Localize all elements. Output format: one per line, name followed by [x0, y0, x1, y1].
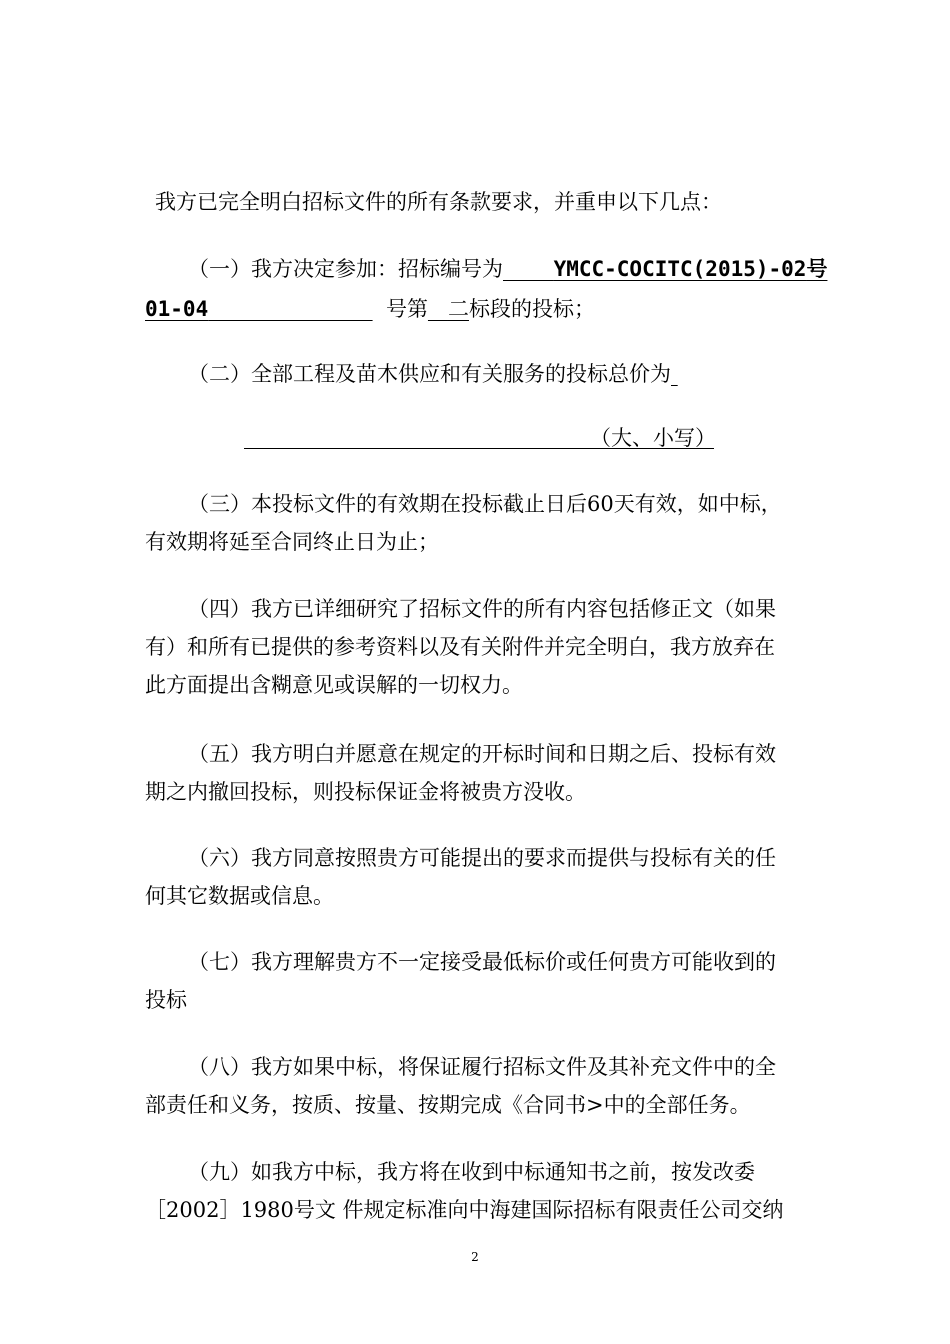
- amount-note: （大、小写）: [590, 426, 716, 450]
- clause-2-line-1: [188, 360, 678, 388]
- clause-5-line-2: 期之内撤回投标，则投标保证金将被贵方没收。: [145, 780, 586, 804]
- clause-1-prefix: （一）我方决定参加：招标编号为: [188, 257, 503, 281]
- clause-1-mid: 号第: [385, 297, 428, 321]
- clause-6-line-1: （六）我方同意按照贵方可能提出的要求而提供与投标有关的任: [188, 846, 776, 870]
- page-number: 2: [471, 1250, 479, 1264]
- tender-code-end-text: 01-04: [145, 297, 209, 321]
- clause-8-line-2: 部责任和义务，按质、按量、按期完成《合同书>中的全部任务。: [145, 1093, 751, 1117]
- intro-paragraph: 我方已完全明白招标文件的所有条款要求，并重申以下几点：: [155, 190, 722, 214]
- section-number: [428, 297, 469, 321]
- tender-code: [503, 257, 827, 281]
- clause-4-line-1: （四）我方已详细研究了招标文件的所有内容包括修正文（如果: [188, 597, 776, 621]
- section-number-text: 二: [447, 297, 469, 321]
- total-price-underline: [244, 448, 714, 449]
- clause-1-suffix: 标段的投标；: [468, 297, 595, 321]
- clause-4-line-2: 有）和所有已提供的参考资料以及有关附件并完全明白，我方放弃在: [145, 635, 775, 659]
- clause-1-line-1: [188, 255, 827, 283]
- clause-2-text: （二）全部工程及苗木供应和有关服务的投标总价为: [188, 362, 671, 386]
- clause-7-line-1: （七）我方理解贵方不一定接受最低标价或任何贵方可能收到的: [188, 950, 776, 974]
- clause-6-line-2: 何其它数据或信息。: [145, 884, 334, 908]
- clause-5-line-1: （五）我方明白并愿意在规定的开标时间和日期之后、投标有效: [188, 742, 776, 766]
- clause-3-line-2: 有效期将延至合同终止日为止；: [145, 530, 439, 554]
- clause-7-line-2: 投标: [145, 988, 187, 1012]
- tender-code-start: YMCC-COCITC(2015)-02: [553, 257, 807, 281]
- clause-9-line-1: （九）如我方中标，我方将在收到中标通知书之前，按发改委: [188, 1160, 755, 1184]
- clause-3-line-1: （三）本投标文件的有效期在投标截止日后60天有效，如中标，: [188, 492, 782, 516]
- clause-1-line-2: [145, 295, 595, 323]
- clause-8-line-1: （八）我方如果中标，将保证履行招标文件及其补充文件中的全: [188, 1055, 776, 1079]
- clause-9-line-2: ［2002］1980号文 件规定标准向中海建国际招标有限责任公司交纳: [145, 1198, 784, 1222]
- total-price-blank: [671, 362, 678, 386]
- tender-code-end: [145, 297, 373, 321]
- tender-code-hao: 号: [806, 256, 828, 281]
- clause-4-line-3: 此方面提出含糊意见或误解的一切权力。: [145, 673, 523, 697]
